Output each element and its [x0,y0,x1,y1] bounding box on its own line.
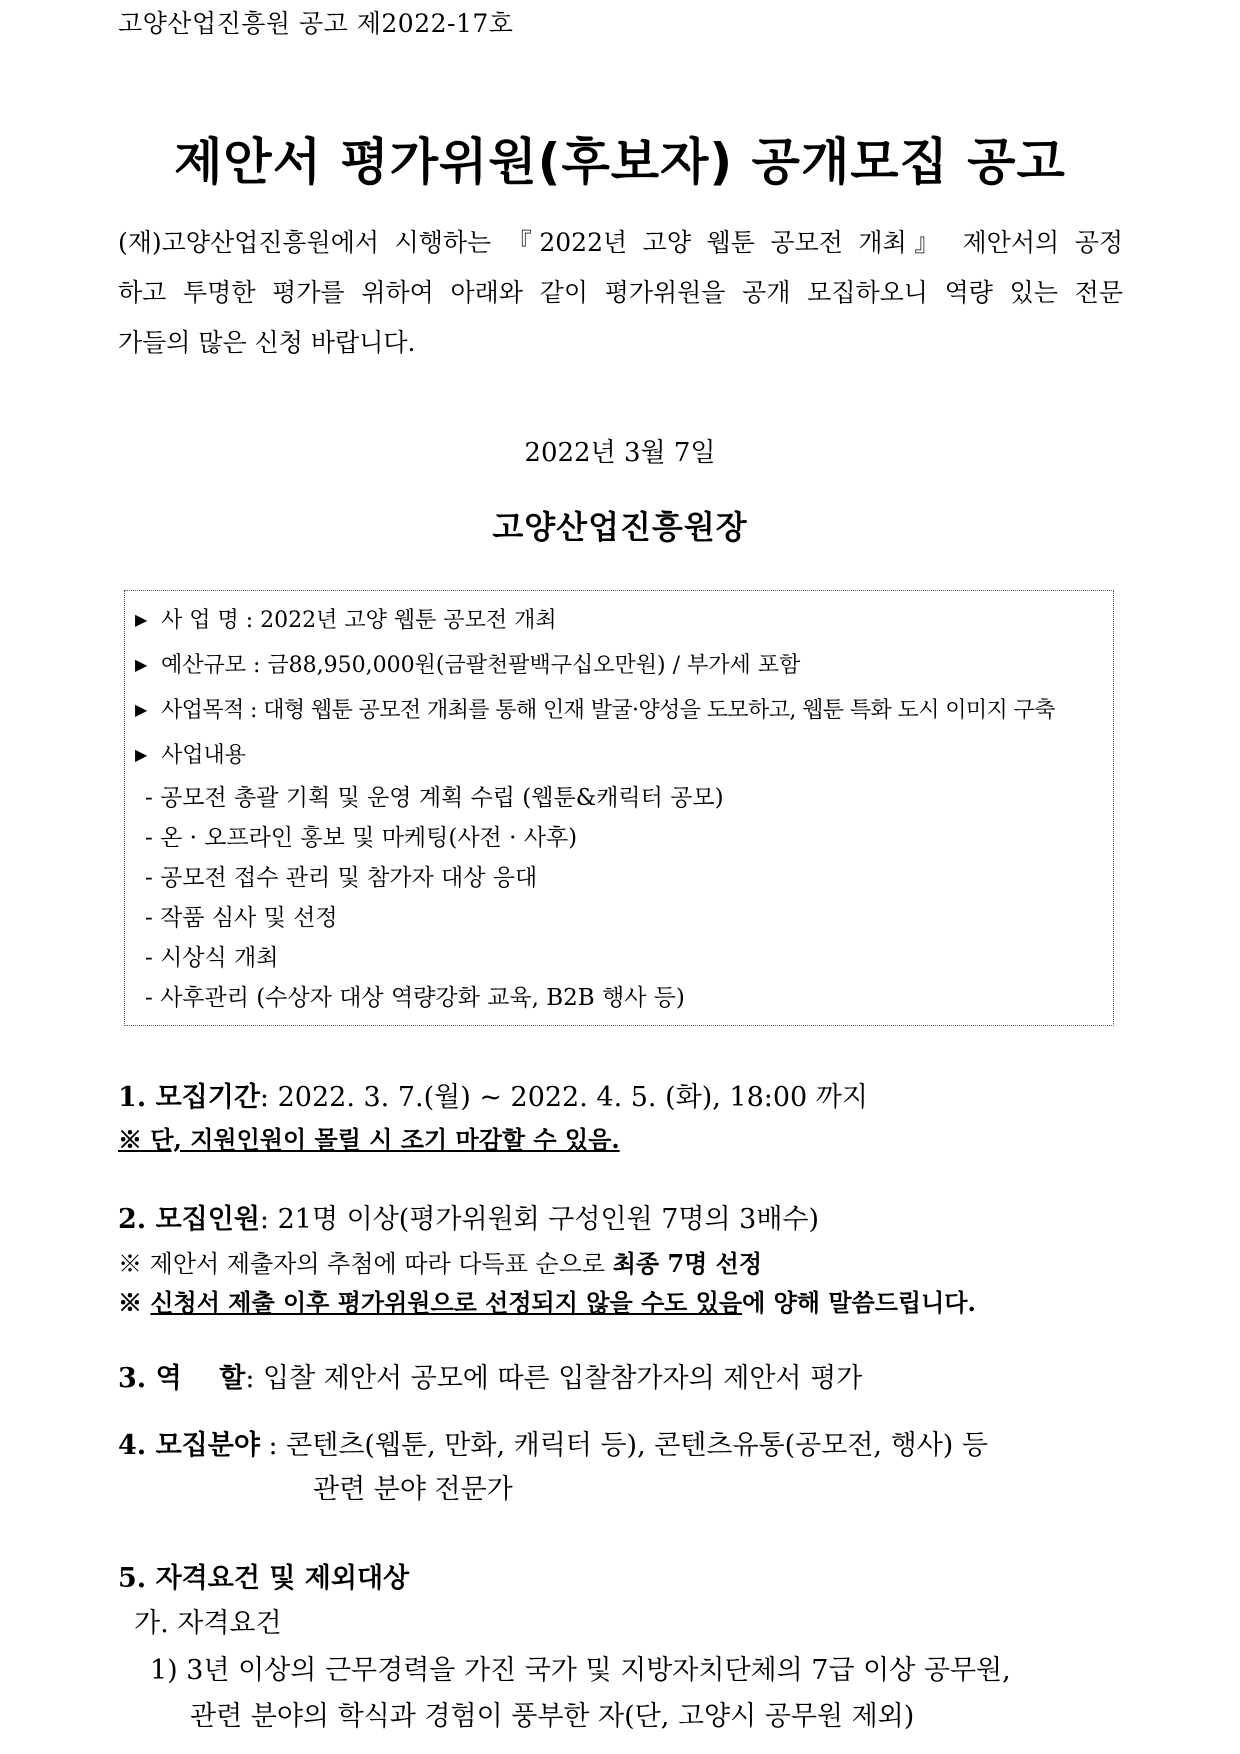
section-qualifications: 5. 자격요건 및 제외대상 [118,1563,410,1594]
qualification-item-continued: 관련 분야의 학식과 경험이 풍부한 자(단, 고양시 공무원 제외) [190,1701,915,1732]
intro-line: 가들의 많은 신청 바랍니다. [118,328,416,357]
section-text: : 콘텐츠(웹툰, 만화, 캐릭터 등), 콘텐츠유통(공모전, 행사) 등 [259,1430,988,1461]
summary-label: 사업내용 [161,743,247,768]
detail-item: - 공모전 접수 관리 및 참가자 대상 응대 [145,865,538,891]
issuer-name: 고양산업진흥원장 [492,508,748,546]
summary-item: ▶ 사 업 명 : 2022년 고양 웹툰 공모전 개최 [135,608,557,633]
intro-paragraph [118,218,1123,368]
non-selection-note [118,1283,976,1318]
section-heading: 3. 역 할 [118,1363,246,1394]
note-mark: ※ [118,1288,151,1317]
intro-line: (재)고양산업진흥원에서 시행하는 『2022년 고양 웹툰 공모전 개최』 제안서의 공정 [118,228,1123,257]
summary-label: 예산규모 [161,653,247,678]
summary-value: 금88,950,000원(금팔천팔백구십오만원) / 부가세 포함 [267,653,801,678]
bullet-triangle-icon: ▶ [135,745,148,764]
section-text: : 입찰 제안서 공모에 따른 입찰참가자의 제안서 평가 [245,1363,863,1394]
note-underlined: 신청서 제출 이후 평가위원으로 선정되지 않을 수도 있음 [150,1288,743,1317]
summary-item: ▶ 사업목적 : 대형 웹툰 공모전 개최를 통해 인재 발굴·양성을 도모하고, 웹툰 특화 도시 이미지 구축 [135,698,1055,723]
summary-label: 사업목적 [161,698,244,723]
section-text: : 2022. 3. 7.(월) ~ 2022. 4. 5. (화), 18:00 까지 [259,1082,868,1113]
detail-item: - 공모전 총괄 기획 및 운영 계획 수립 (웹툰&캐릭터 공모) [145,785,724,811]
project-summary-box [124,590,1114,1026]
note-text: ※ 제안서 제출자의 추첨에 따라 다득표 순으로 [118,1250,613,1278]
intro-line: 하고 투명한 평가를 위하여 아래와 같이 평가위원을 공개 모집하오니 역량 있는 전문 [118,278,1123,307]
section-text: : 21명 이상(평가위원회 구성인원 7명의 3배수) [259,1204,820,1235]
selection-note [118,1244,762,1279]
qualification-item: 1) 3년 이상의 근무경력을 가진 국가 및 지방자치단체의 7급 이상 공무원, [150,1655,1011,1686]
section-recruitment-period [118,1075,868,1114]
summary-label: 사 업 명 [161,608,239,633]
detail-item: - 사후관리 (수상자 대상 역량강화 교육, B2B 행사 등) [145,985,685,1011]
section-field [118,1423,988,1462]
section-field-continued: 관련 분야 전문가 [313,1474,513,1505]
note-text: 에 양해 말씀드립니다. [742,1288,976,1317]
bullet-triangle-icon: ▶ [135,700,147,719]
announcement-date: 2022년 3월 7일 [524,438,716,468]
document-number: 고양산업진흥원 공고 제2022-17호 [118,9,514,38]
note-emphasis: 최종 7명 선정 [612,1249,763,1278]
section-recruitment-count [118,1197,819,1236]
summary-value: 대형 웹툰 공모전 개최를 통해 인재 발굴·양성을 도모하고, 웹툰 특화 도시 이미지 구축 [263,698,1055,723]
section-role [118,1356,862,1395]
detail-item: - 온 · 오프라인 홍보 및 마케팅(사전 · 사후) [145,825,578,851]
bullet-triangle-icon: ▶ [135,655,148,674]
section-heading: 2. 모집인원 [118,1204,260,1235]
summary-item [135,738,246,769]
page-title: 제안서 평가위원(후보자) 공개모집 공고 [174,133,1066,191]
summary-item: ▶ 예산규모 : 금88,950,000원(금팔천팔백구십오만원) / 부가세 포함 [135,653,801,678]
section-heading: 4. 모집분야 [118,1430,260,1461]
subsection-qualifications: 가. 자격요건 [134,1608,282,1639]
bullet-triangle-icon: ▶ [135,610,148,629]
detail-item: - 작품 심사 및 선정 [145,905,338,931]
section-heading: 1. 모집기간 [118,1082,260,1113]
detail-item: - 시상식 개최 [145,945,279,971]
early-close-note: ※ 단, 지원인원이 몰릴 시 조기 마감할 수 있음. [118,1125,620,1154]
summary-value: 2022년 고양 웹툰 공모전 개최 [260,608,557,633]
